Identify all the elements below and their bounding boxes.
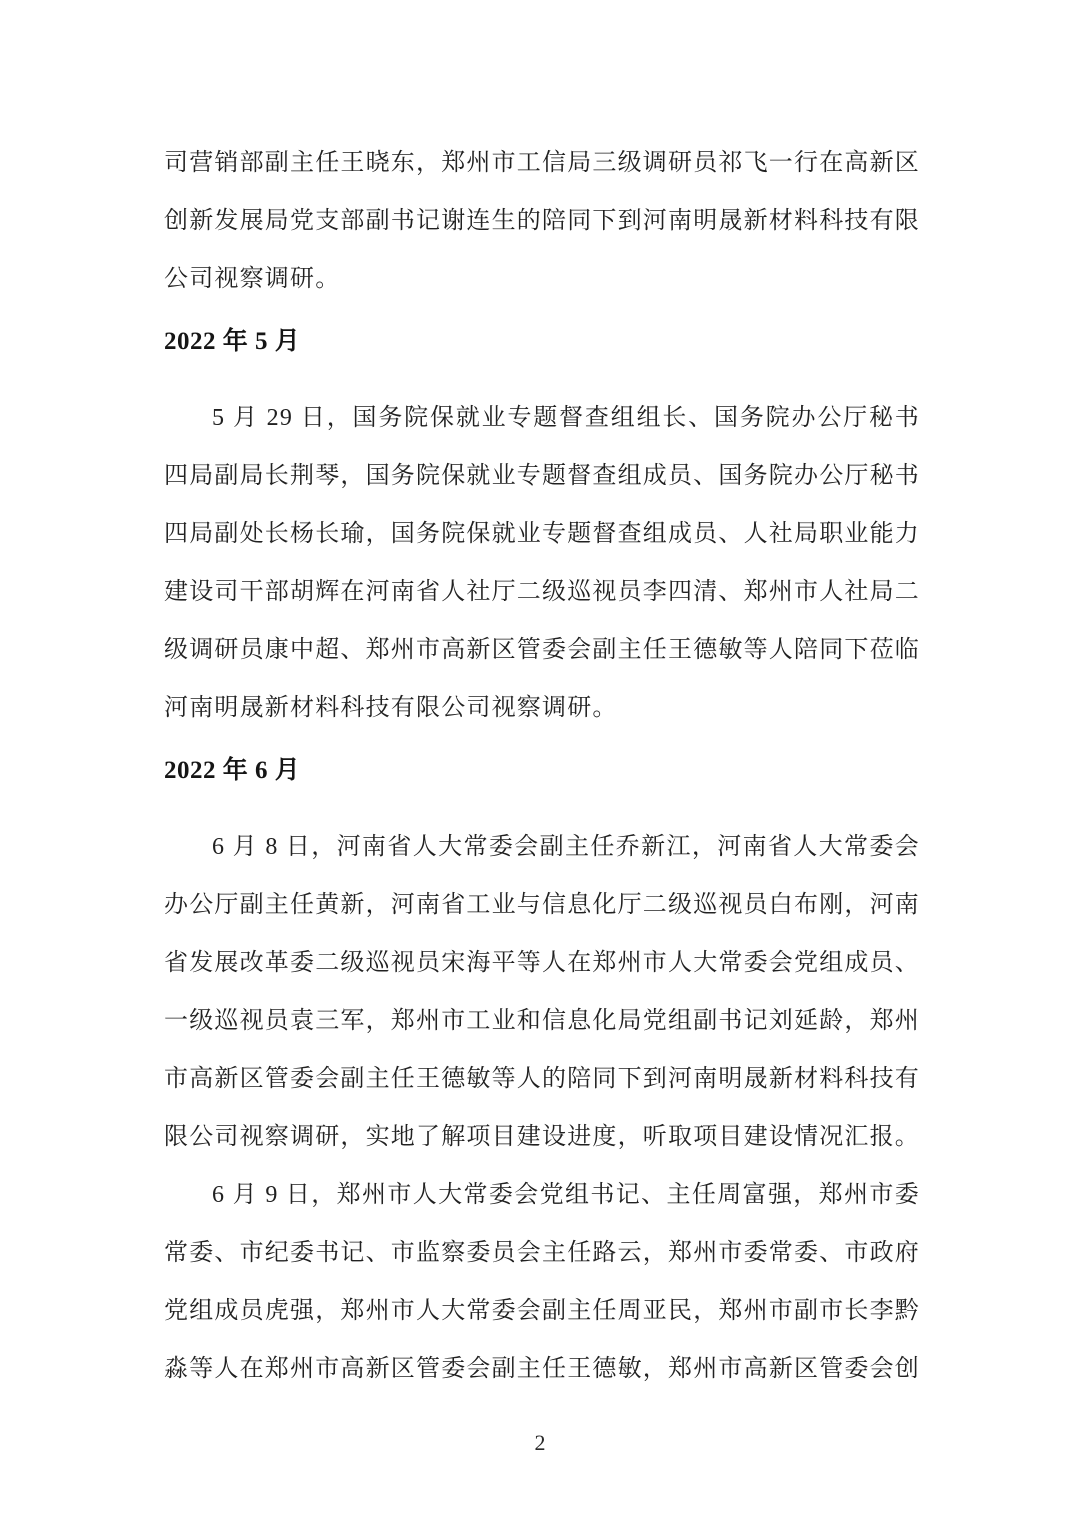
paragraph-jun-9: 6 月 9 日，郑州市人大常委会党组书记、主任周富强，郑州市委常委、市纪委书记、市监察委员会主任路云，郑州市委常委、市政府党组成员虎强，郑州市人大常委会副主任周亚民，郑州市副市长李黔淼等人在郑州市高新区管委会副主任王德敏，郑州市高新区管委会创 [164, 1182, 920, 1382]
paragraph-jun-8: 6 月 8 日，河南省人大常委会副主任乔新江，河南省人大常委会办公厅副主任黄新，河南省工业与信息化厅二级巡视员白布刚，河南省发展改革委二级巡视员宋海平等人在郑州市人大常委会党组成员、一级巡视员袁三军，郑州市工业和信息化局党组副书记刘延龄，郑州市高新区管委会副主任王德敏等人的陪同下到河南明晟新材料科技有限公司视察调研，实地了解项目建设进度，听取项目建设情况汇报。 [164, 834, 920, 1150]
document-content [164, 134, 920, 1398]
paragraph-continuation: 司营销部副主任王晓东，郑州市工信局三级调研员祁飞一行在高新区创新发展局党支部副书记谢连生的陪同下到河南明晟新材料科技有限公司视察调研。 [164, 150, 920, 292]
heading-2022-06: 2022 年 6 月 [164, 757, 301, 784]
paragraph-may-29: 5 月 29 日，国务院保就业专题督查组组长、国务院办公厅秘书四局副局长荆琴，国务院保就业专题督查组成员、国务院办公厅秘书四局副处长杨长瑜，国务院保就业专题督查组成员、人社局职业能力建设司干部胡辉在河南省人社厅二级巡视员李四清、郑州市人社局二级调研员康中超、郑州市高新区管委会副主任王德敏等人陪同下莅临河南明晟新材料科技有限公司视察调研。 [164, 405, 920, 721]
page-footer [0, 1430, 1080, 1456]
heading-2022-05: 2022 年 5 月 [164, 328, 301, 355]
page-number: 2 [534, 1430, 546, 1455]
